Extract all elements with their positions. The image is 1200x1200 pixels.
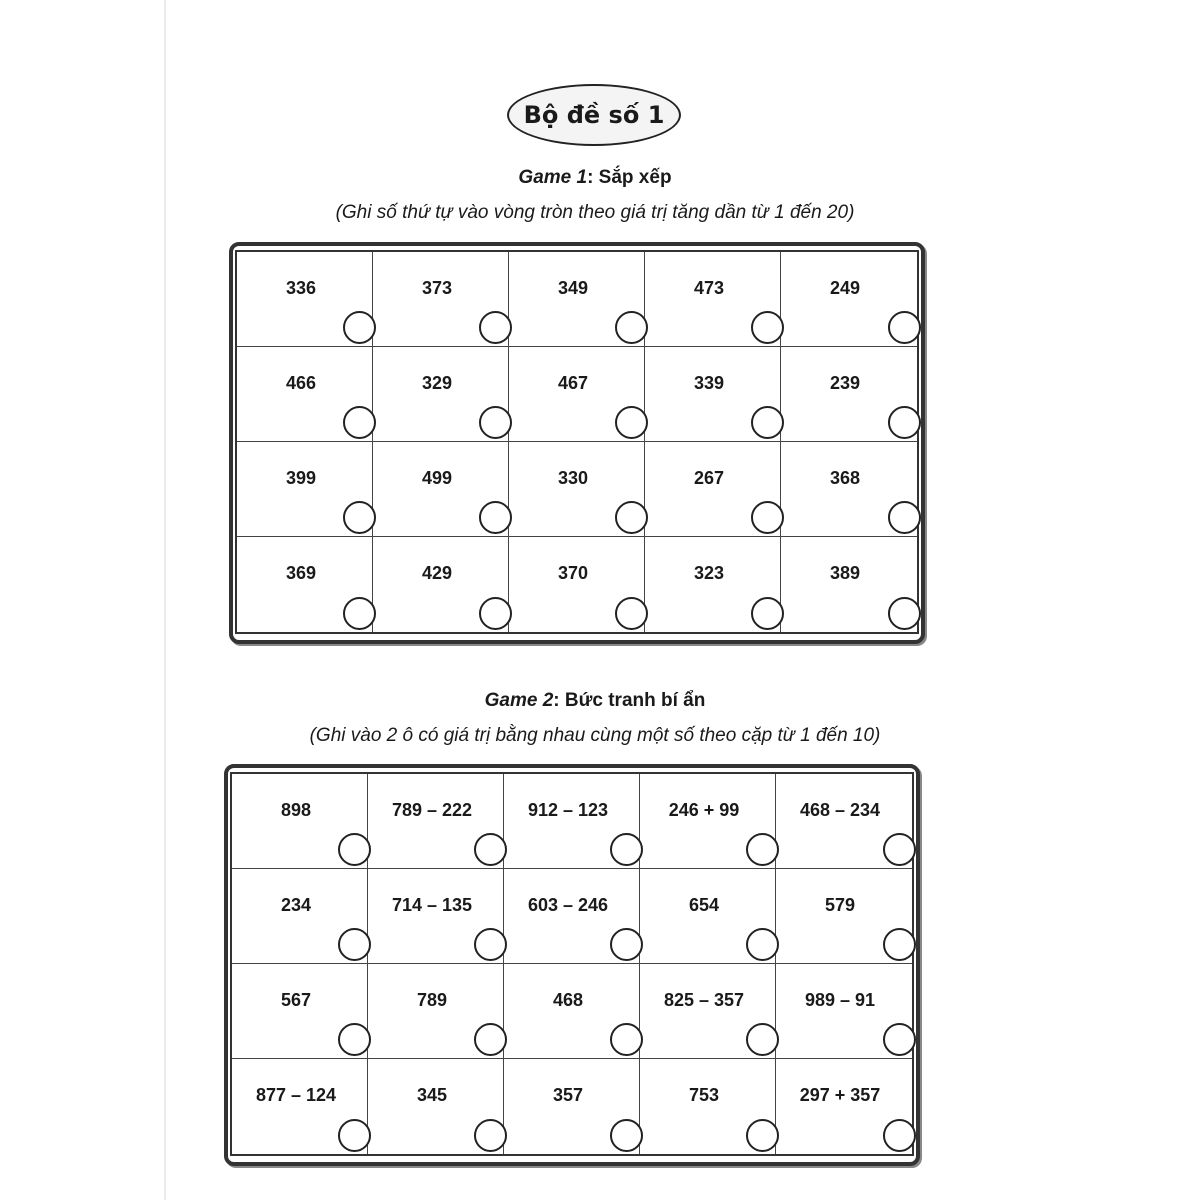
cell-value: 339 [693,373,725,393]
answer-circle[interactable] [474,1023,507,1056]
cell-value: 877 – 124 [255,1085,337,1105]
cell-value: 825 – 357 [663,990,745,1010]
answer-circle[interactable] [883,1023,916,1056]
answer-circle[interactable] [888,406,921,439]
cell-value: 473 [693,278,725,298]
cell-value: 246 + 99 [668,800,740,820]
game2-cell [504,964,640,1059]
cell-value: 399 [285,468,317,488]
game1-cell [509,347,645,442]
cell-value: 714 – 135 [391,895,473,915]
game1-cell [373,347,509,442]
answer-circle[interactable] [615,406,648,439]
cell-value: 499 [421,468,453,488]
game1-cell [237,537,373,632]
answer-circle[interactable] [474,928,507,961]
game2-cell [368,869,504,964]
cell-value: 567 [280,990,312,1010]
game1-cell [645,442,781,537]
cell-value: 345 [416,1085,448,1105]
cell-value: 330 [557,468,589,488]
answer-circle[interactable] [746,928,779,961]
answer-circle[interactable] [474,833,507,866]
cell-value: 789 – 222 [391,800,473,820]
answer-circle[interactable] [751,501,784,534]
game1-cell [781,347,917,442]
cell-value: 249 [829,278,861,298]
game2-cell [368,1059,504,1154]
answer-circle[interactable] [343,311,376,344]
game2-cell [232,774,368,869]
cell-value: 898 [280,800,312,820]
game2-cell [776,774,912,869]
cell-value: 373 [421,278,453,298]
game2-cell [232,1059,368,1154]
cell-value: 370 [557,563,589,583]
cell-value: 789 [416,990,448,1010]
cell-value: 467 [557,373,589,393]
answer-circle[interactable] [615,597,648,630]
answer-circle[interactable] [479,501,512,534]
answer-circle[interactable] [883,833,916,866]
cell-value: 429 [421,563,453,583]
game2-cell [232,869,368,964]
cell-value: 579 [824,895,856,915]
answer-circle[interactable] [746,1119,779,1152]
cell-value: 267 [693,468,725,488]
answer-circle[interactable] [338,928,371,961]
cell-value: 989 – 91 [804,990,876,1010]
game2-name: : Bức tranh bí ẩn [553,690,706,711]
game2-cell [504,869,640,964]
game1-cell [373,537,509,632]
game2-label: Game 2 [484,690,554,711]
cell-value: 297 + 357 [799,1085,881,1105]
game2-cell [368,774,504,869]
game2-cell [640,869,776,964]
game2-instruction: (Ghi vào 2 ô có giá trị bằng nhau cùng một số theo cặp từ 1 đến 10) [309,725,881,746]
cell-value: 369 [285,563,317,583]
cell-value: 389 [829,563,861,583]
cell-value: 329 [421,373,453,393]
game2-cell [504,1059,640,1154]
cell-value: 753 [688,1085,720,1105]
answer-circle[interactable] [883,1119,916,1152]
answer-circle[interactable] [343,501,376,534]
answer-circle[interactable] [338,1023,371,1056]
answer-circle[interactable] [615,501,648,534]
answer-circle[interactable] [610,1023,643,1056]
cell-value: 912 – 123 [527,800,609,820]
answer-circle[interactable] [479,597,512,630]
cell-value: 466 [285,373,317,393]
game2-cell [640,964,776,1059]
answer-circle[interactable] [888,501,921,534]
answer-circle[interactable] [883,928,916,961]
cell-value: 468 [552,990,584,1010]
cell-value: 468 – 234 [799,800,881,820]
cell-value: 603 – 246 [527,895,609,915]
cell-value: 357 [552,1085,584,1105]
answer-circle[interactable] [751,406,784,439]
game1-cell [373,252,509,347]
answer-circle[interactable] [615,311,648,344]
game1-cell [509,252,645,347]
answer-circle[interactable] [474,1119,507,1152]
game2-cell [640,774,776,869]
game1-cell [781,442,917,537]
game1-cell [373,442,509,537]
game1-cell [781,537,917,632]
cell-value: 368 [829,468,861,488]
game1-grid [235,250,919,634]
game2-grid [230,772,914,1156]
answer-circle[interactable] [479,406,512,439]
game1-cell [781,252,917,347]
game2-cell [640,1059,776,1154]
game1-cell [237,252,373,347]
game1-title [0,167,1190,189]
game1-cell [645,537,781,632]
game2-cell [776,1059,912,1154]
answer-circle[interactable] [610,833,643,866]
answer-circle[interactable] [338,1119,371,1152]
game2-cell [776,869,912,964]
game1-cell [237,347,373,442]
game1-name: : Sắp xếp [587,167,672,188]
game2-cell [776,964,912,1059]
game1-cell [509,537,645,632]
answer-circle[interactable] [746,1023,779,1056]
cell-value: 234 [280,895,312,915]
answer-circle[interactable] [888,597,921,630]
game1-instruction: (Ghi số thứ tự vào vòng tròn theo giá trị tăng dần từ 1 đến 20) [335,202,855,223]
answer-circle[interactable] [751,597,784,630]
game1-label: Game 1 [518,167,588,188]
cell-value: 349 [557,278,589,298]
answer-circle[interactable] [343,597,376,630]
cell-value: 336 [285,278,317,298]
answer-circle[interactable] [343,406,376,439]
set-title-badge [507,84,681,146]
game1-cell [509,442,645,537]
answer-circle[interactable] [610,928,643,961]
game2-cell [368,964,504,1059]
cell-value: 323 [693,563,725,583]
game1-cell [645,252,781,347]
game2-title [0,690,1190,712]
answer-circle[interactable] [751,311,784,344]
cell-value: 654 [688,895,720,915]
cell-value: 239 [829,373,861,393]
answer-circle[interactable] [888,311,921,344]
answer-circle[interactable] [338,833,371,866]
answer-circle[interactable] [610,1119,643,1152]
game2-cell [504,774,640,869]
answer-circle[interactable] [479,311,512,344]
game2-cell [232,964,368,1059]
answer-circle[interactable] [746,833,779,866]
game1-cell [237,442,373,537]
game1-cell [645,347,781,442]
set-title: Bộ đề số 1 [523,101,665,129]
